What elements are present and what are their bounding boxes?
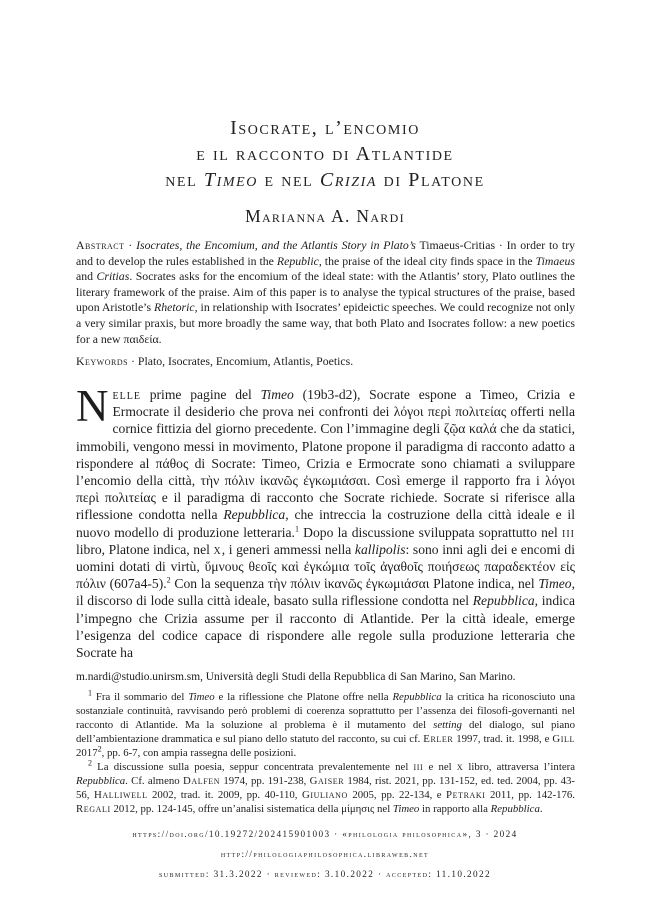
title-line-3 xyxy=(0,167,650,193)
cited-author: Erler xyxy=(423,733,454,745)
body-text: Dopo la discussione sviluppata soprattutto nel xyxy=(298,524,562,540)
abstract-text: · In order to try and to develop the rules established in the xyxy=(76,238,576,268)
body-italic: Repubblica xyxy=(223,507,286,523)
body-italic: Repubblica xyxy=(472,593,535,609)
note-text: la critica ha riconosciuto una sostanziale continuità, ravvisando però problemi di coerenza soprattutto per l’assenza dei filosofi-governanti nel racconto di Atlantide. Ma la soluzione al problema è il mutamento del xyxy=(76,691,575,731)
lead-small-caps: elle xyxy=(112,387,141,402)
note-text: in rapporto alla xyxy=(419,803,491,815)
note-text: 2002, trad. it. 2009, pp. 40-110, xyxy=(147,789,302,801)
cited-author: Petraki xyxy=(446,789,486,801)
abstract-italic: Rhetoric xyxy=(154,300,195,315)
abstract-title: Isocrates, the Encomium, and the Atlantis Story in Plato’s xyxy=(136,238,416,252)
keywords xyxy=(76,354,575,370)
note-text: del dialogo, sul piano dell’ambientazione drammatica e sul piano dello statuto del racconto, su cui cf. xyxy=(76,719,575,745)
body-paragraph xyxy=(76,381,575,661)
body-italic: kallipolis xyxy=(354,541,406,557)
drop-cap: N xyxy=(76,381,109,431)
submission-dates: submitted: 31.3.2022 · reviewed: 3.10.2022 · accepted: 11.10.2022 xyxy=(158,869,492,879)
doi-line[interactable]: https://doi.org/10.19272/202415901003 · «philologia philosophica», 3 · 2024 xyxy=(132,829,518,839)
abstract-italic: Republic xyxy=(276,253,319,268)
body-italic: Timeo xyxy=(538,576,572,592)
note-text: 2005, pp. 22-134, e xyxy=(347,789,447,801)
title-italic-crizia: Crizia xyxy=(319,169,378,191)
author-affiliation: m.nardi@studio.unirsm.sm, Università degli Studi della Repubblica di San Marino, San Marino. xyxy=(76,671,516,683)
body-text: Con la sequenza τὴν πόλιν ἱκανῶς ἐγκωμιάσαι Platone indica, nel xyxy=(170,576,539,592)
note-text: Fra il sommario del xyxy=(92,691,189,703)
note-text: . Cf. almeno xyxy=(125,775,183,787)
body-text: , che intreccia la costruzione della città ideale e il nuovo modello di produzione letteraria. xyxy=(76,507,575,540)
footnote-1 xyxy=(76,690,575,760)
author-name: Marianna A. Nardi xyxy=(245,206,405,226)
abstract-text: , in relationship with Isocrates’ epideictic speeches. We could recognize not only a very similar praxis, but more broadly the same way, that both Plato and Isocrates follow: a new poetics for a new παιδεία. xyxy=(76,300,575,346)
edition-superscript: 2 xyxy=(97,744,102,754)
keywords-text: · Plato, Isocrates, Encomium, Atlantis, Poetics. xyxy=(128,354,354,368)
body-text: , il discorso di lode sulla città ideale, basato sulla riflessione condotta nel xyxy=(76,576,575,609)
footnote-ref[interactable]: 1 xyxy=(294,524,299,534)
body-text: libro, Platone indica, nel xyxy=(76,541,214,557)
cited-author: Dalfen xyxy=(182,775,221,787)
separator: · xyxy=(124,238,137,252)
abstract-text: , the praise of the ideal city finds space in the xyxy=(318,253,536,268)
roman-numeral: iii xyxy=(413,761,424,773)
keywords-label: Keywords xyxy=(76,354,129,368)
note-text: La discussione sulla poesia, seppur concentrata prevalentemente nel xyxy=(92,761,414,773)
roman-numeral: iii xyxy=(561,524,575,540)
abstract-text: . Socrates asks for the encomium of the ideal state: with the Atlantis’ story, Plato outlines the literary framework of the praise. Aim of this paper is to analyse the typical structures of the praise, based upon Aristotle’s xyxy=(76,269,575,315)
roman-numeral: x xyxy=(213,541,222,557)
journal-url[interactable]: http://philologiaphilosophica.libraweb.net xyxy=(220,849,430,859)
body-text: , i generi ammessi nella xyxy=(221,541,355,557)
cited-author: Giuliano xyxy=(301,789,348,801)
title-text: di Platone xyxy=(377,169,485,191)
body-text: (19b3-d2), Socrate espone a Timeo, Crizia e Ermocrate il desiderio che prova nei confronti dei λόγοι περὶ πολιτείας offerti nella cornice fittizia del giorno precedente. Con l’immagine degli ζῷα καλά che da statici, immobili, vengono messi in movimento, Platone propone il paradigma di racconto adatto a rispondere al πάθος di Socrate: Timeo, Crizia e Ermocrate sono chiamati a sviluppare l’encomio della città, τὴν πόλιν ἱκανῶς ἐγκωμιάσαι. Così emerge il rapporto fra i λόγοι περὶ πολιτείας e il paradigma di racconto che Socrate richiede. Socrate si riferisce alla riflessione condotta nella xyxy=(76,387,575,523)
body-text: : sono inni agli dei e encomi di uomini dotati di virtù, ὕμνους θεοῖς καὶ ἐγκώμια τοῖς ἀγαθοῖς ποιήσεως παραδεκτέον εἰς πόλιν (607a4-5). xyxy=(76,541,575,592)
footnote-ref[interactable]: 2 xyxy=(166,575,171,585)
cited-author: Gill xyxy=(552,733,575,745)
note-text: 1974, pp. 191-238, xyxy=(220,775,310,787)
note-text: e la riflessione che Platone offre nella xyxy=(214,691,393,703)
note-text: 1984, rist. 2021, pp. 131-152, ed. ted. 2004, pp. 43-56, xyxy=(76,775,576,801)
footnotes xyxy=(76,690,575,816)
cited-author: Halliwell xyxy=(93,789,148,801)
note-text: 2017 xyxy=(76,747,98,759)
note-text: e nel xyxy=(423,761,457,773)
note-italic: Repubblica xyxy=(392,691,442,703)
note-text: , pp. 6-7, con ampia rassegna delle posizioni. xyxy=(101,747,297,759)
note-italic: Repubblica xyxy=(76,775,126,787)
note-text: libro, attraversa l’intera xyxy=(463,761,575,773)
note-text: 1997, trad. it. 1998, e xyxy=(453,733,553,745)
abstract xyxy=(76,238,575,347)
title-line-1: Isocrate, l’encomio xyxy=(230,117,420,139)
title-italic-timeo: Timeo xyxy=(203,169,258,191)
note-text: . xyxy=(539,803,543,815)
cited-author: Gaiser xyxy=(309,775,345,787)
note-italic: Timeo xyxy=(392,803,420,815)
footnote-number: 2 xyxy=(88,758,92,768)
abstract-label: Abstract xyxy=(76,238,125,252)
note-italic: Timeo xyxy=(188,691,215,703)
footnote-number: 1 xyxy=(88,688,92,698)
note-text: 2012, pp. 124-145, offre un’analisi sistematica della μίμησις nel xyxy=(110,803,393,815)
footnote-2 xyxy=(76,760,575,816)
title-text: e nel xyxy=(257,169,320,191)
body-text: , indica l’impegno che Crizia assume per il racconto di Atlantide. Per la città ideale, emerge l’esigenza del codice capace di rispondere alle regole sulla produzione letteraria che Socrate ha xyxy=(76,593,575,661)
abstract-text: and xyxy=(76,269,97,284)
cited-author: Regali xyxy=(76,803,111,815)
abstract-title-upright: Timaeus-Critias xyxy=(415,238,496,252)
title-line-2: e il racconto di Atlantide xyxy=(196,143,454,165)
note-italic: setting xyxy=(433,719,462,731)
abstract-italic: Timaeus xyxy=(535,253,575,268)
roman-numeral: x xyxy=(456,761,464,773)
note-text: 2011, pp. 142-176. xyxy=(485,789,576,801)
note-italic: Repubblica xyxy=(490,803,540,815)
body-text: prime pagine del xyxy=(140,387,261,402)
abstract-italic: Critias xyxy=(96,269,130,284)
article-title xyxy=(0,115,650,227)
title-text: nel xyxy=(165,169,204,191)
body-italic: Timeo xyxy=(260,387,294,402)
